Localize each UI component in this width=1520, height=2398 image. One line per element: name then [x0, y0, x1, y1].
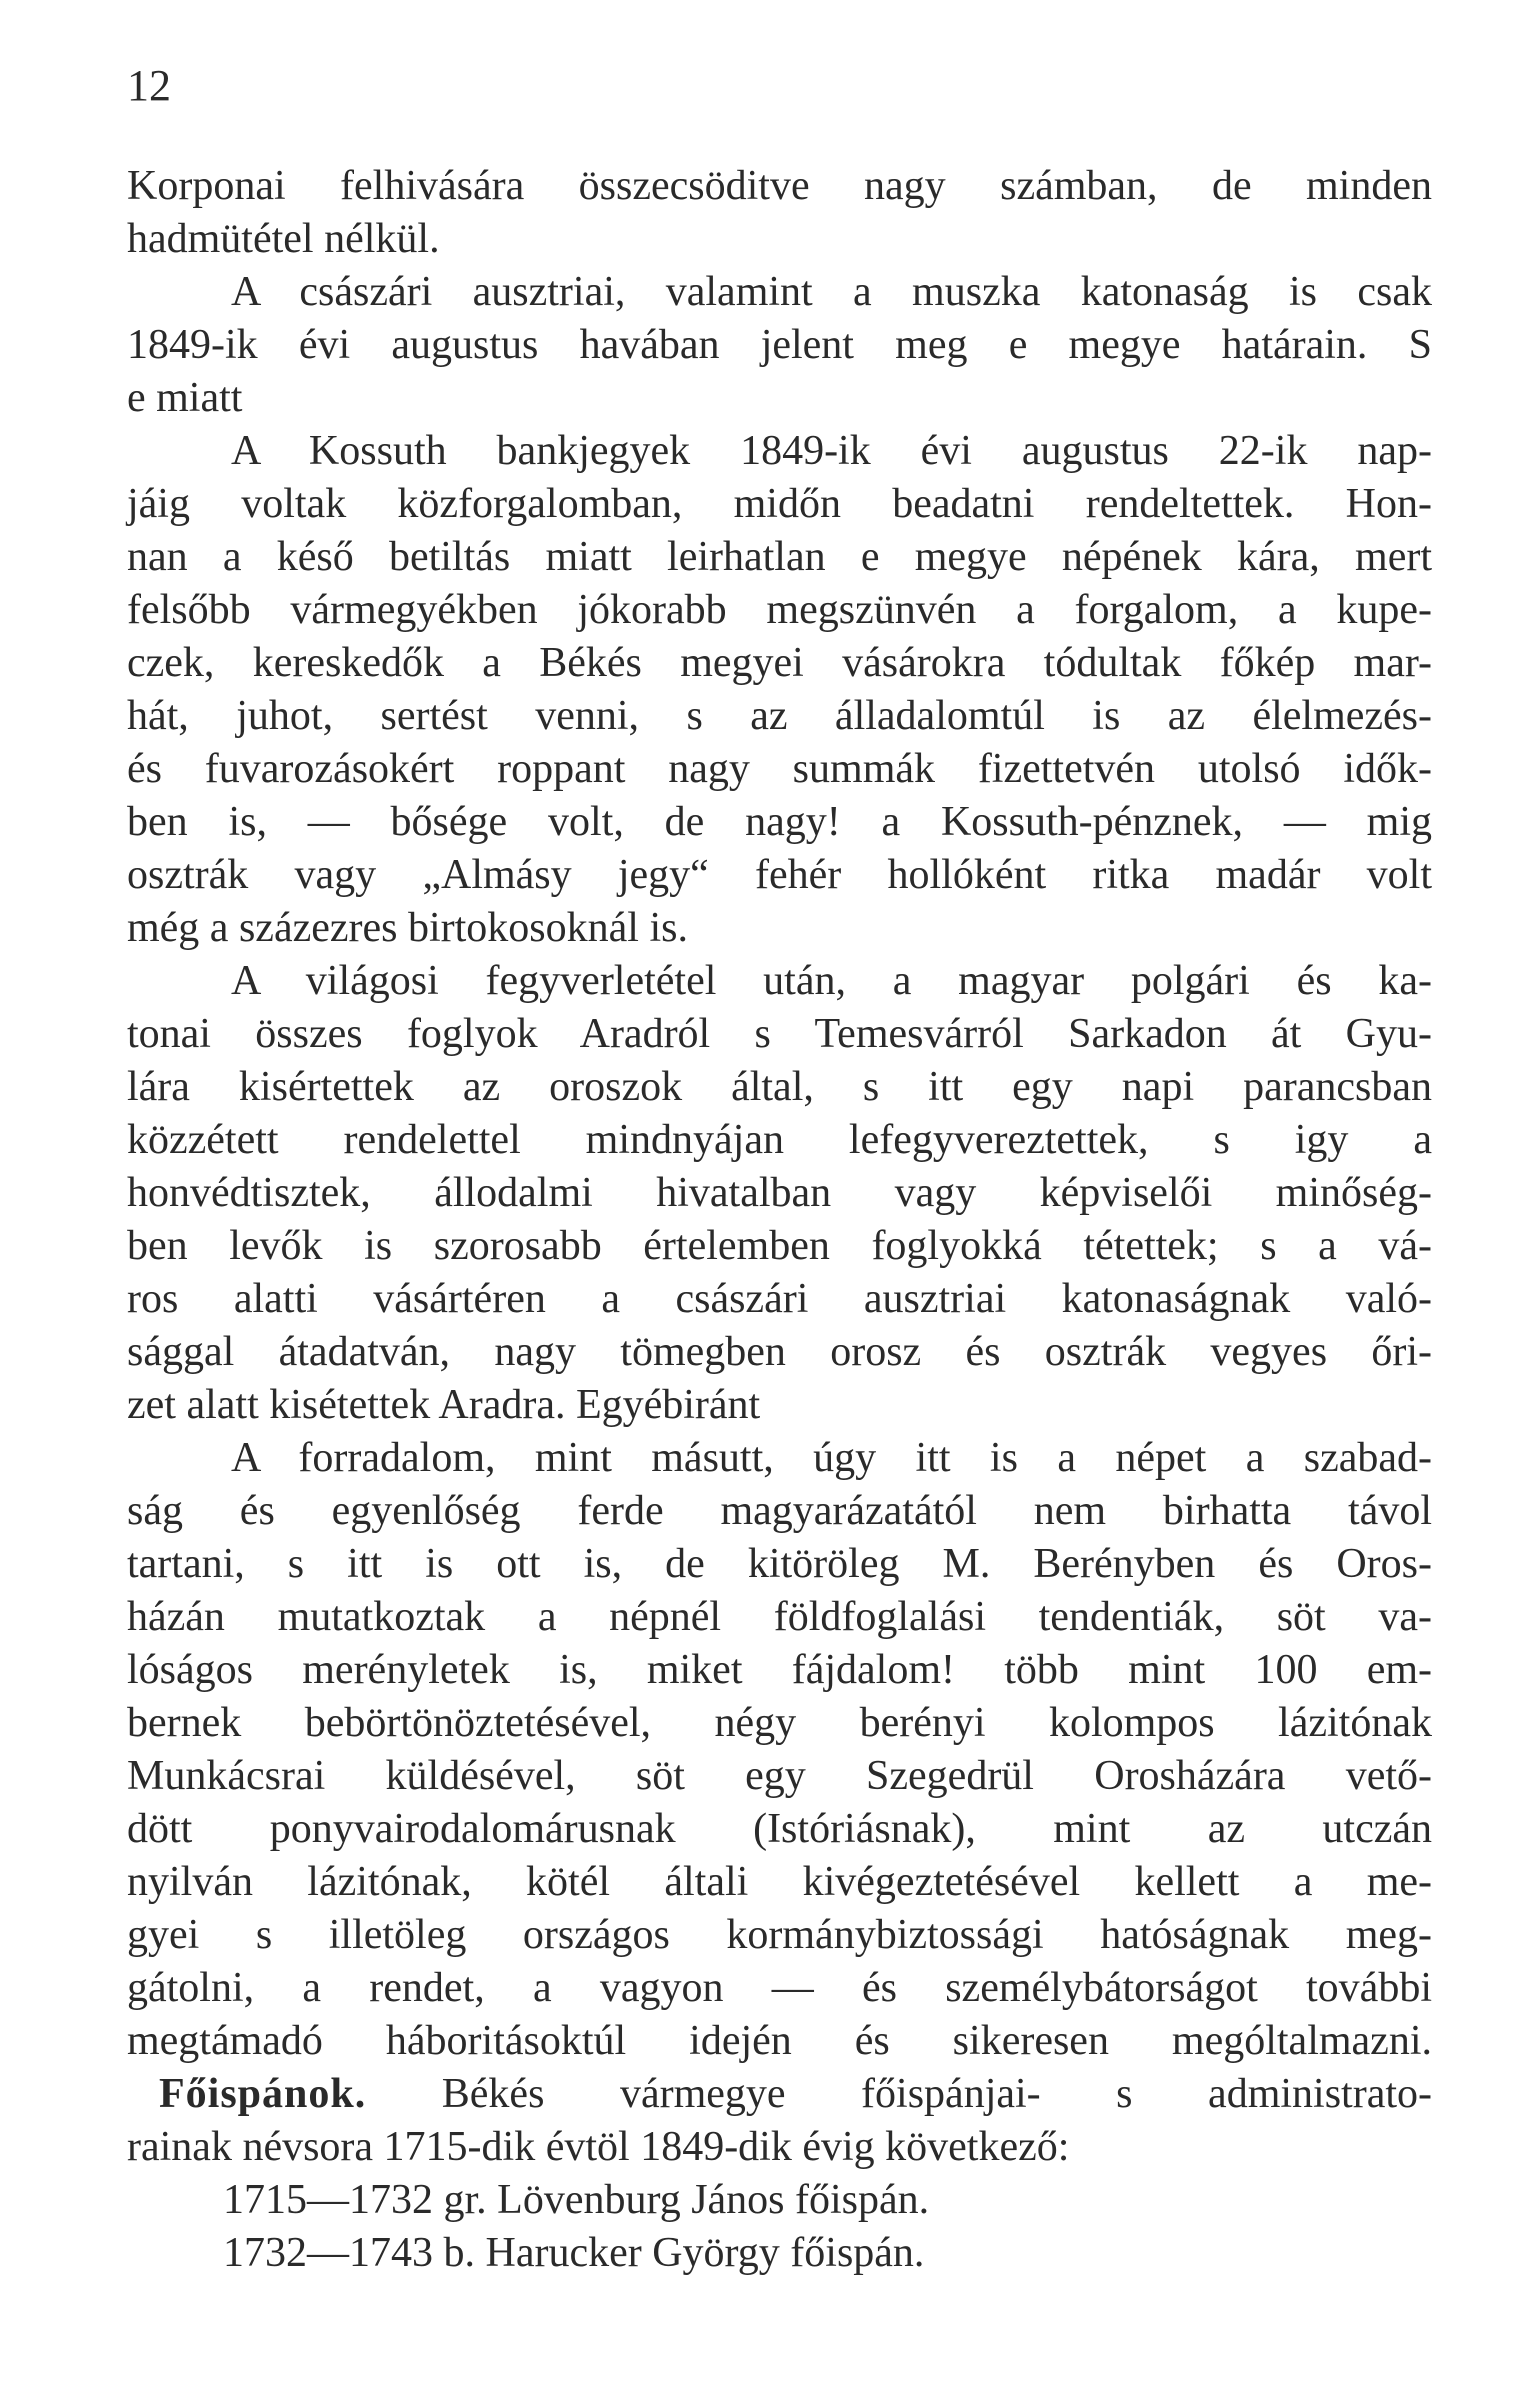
- text-line: házán mutatkoztak a népnél földfoglalási tendentiák, söt va-: [127, 1594, 1432, 1640]
- text-line: még a százezres birtokosoknál is.: [127, 905, 688, 951]
- text-line: tartani, s itt is ott is, de kitöröleg M. Berényben és Oros-: [127, 1541, 1432, 1587]
- text-line: és fuvarozásokért roppant nagy summák fizettetvén utolsó idők-: [127, 746, 1432, 792]
- list-item: 1715—1732 gr. Lövenburg János főispán.: [223, 2177, 930, 2223]
- text-line: zet alatt kisétettek Aradra. Egyébiránt: [127, 1382, 761, 1428]
- text-line: A Kossuth bankjegyek 1849-ik évi augustus 22-ik nap-: [231, 428, 1432, 474]
- text-line: dött ponyvairodalomárusnak (Istóriásnak), mint az utczán: [127, 1806, 1432, 1852]
- text-line: ben is, — bősége volt, de nagy! a Kossuth-pénznek, — mig: [127, 799, 1432, 845]
- text-line: rainak névsora 1715-dik évtöl 1849-dik évig következő:: [127, 2124, 1070, 2170]
- text-line: honvédtisztek, állodalmi hivatalban vagy képviselői minőség-: [127, 1170, 1432, 1216]
- text-line: hadmütétel nélkül.: [127, 216, 440, 262]
- section-heading-line: [127, 2068, 1432, 2121]
- text-line: ben levők is szorosabb értelemben foglyokká tétettek; s a vá-: [127, 1223, 1432, 1269]
- text-line: jáig voltak közforgalomban, midőn beadatni rendeltettek. Hon-: [127, 481, 1432, 527]
- text-line: osztrák vagy „Almásy jegy“ fehér hollóként ritka madár volt: [127, 852, 1432, 898]
- text-line: nyilván lázitónak, kötél általi kivégeztetésével kellett a me-: [127, 1859, 1432, 1905]
- text-line: ros alatti vásártéren a császári ausztriai katonaságnak való-: [127, 1276, 1432, 1322]
- text-line: e miatt: [127, 375, 243, 421]
- text-line: tonai összes foglyok Aradról s Temesvárról Sarkadon át Gyu-: [127, 1011, 1432, 1057]
- text-line: sággal átadatván, nagy tömegben orosz és osztrák vegyes őri-: [127, 1329, 1432, 1375]
- text-line: nan a késő betiltás miatt leirhatlan e megye népének kára, mert: [127, 534, 1432, 580]
- text-line: 1849-ik évi augustus havában jelent meg e megye határain. S: [127, 322, 1432, 368]
- text-line: A császári ausztriai, valamint a muszka katonaság is csak: [231, 269, 1432, 315]
- list-item: 1732—1743 b. Harucker György főispán.: [223, 2230, 925, 2276]
- text-line: felsőbb vármegyékben jókorabb megszünvén a forgalom, a kupe-: [127, 587, 1432, 633]
- text-line: lára kisértettek az oroszok által, s itt egy napi parancsban: [127, 1064, 1432, 1110]
- text-line: hát, juhot, sertést venni, s az álladalomtúl is az élelmezés-: [127, 693, 1432, 739]
- body-text: [127, 160, 1432, 2280]
- text-line: A forradalom, mint másutt, úgy itt is a népet a szabad-: [231, 1435, 1432, 1481]
- text-line: bernek bebörtönöztetésével, négy berényi kolompos lázitónak: [127, 1700, 1432, 1746]
- text-line: Korponai felhivására összecsöditve nagy számban, de minden: [127, 163, 1432, 209]
- text-line: lóságos merényletek is, miket fájdalom! több mint 100 em-: [127, 1647, 1432, 1693]
- text-line: Munkácsrai küldésével, söt egy Szegedrül Orosházára vető-: [127, 1753, 1432, 1799]
- text-line: közzétett rendelettel mindnyájan lefegyvereztettek, s igy a: [127, 1117, 1432, 1163]
- text-line: gyei s illetöleg országos kormánybiztossági hatóságnak meg-: [127, 1912, 1432, 1958]
- section-heading-text: Békés vármegye főispánjai- s administrato-: [366, 2071, 1432, 2117]
- text-line: A világosi fegyverletétel után, a magyar polgári és ka-: [231, 958, 1432, 1004]
- text-line: ság és egyenlőség ferde magyarázatától nem birhatta távol: [127, 1488, 1432, 1534]
- page-number: 12: [127, 61, 171, 110]
- section-heading: Főispánok.: [159, 2071, 367, 2117]
- text-line: gátolni, a rendet, a vagyon — és személybátorságot további: [127, 1965, 1432, 2011]
- text-line: megtámadó háboritásoktúl idején és sikeresen mególtalmazni.: [127, 2018, 1432, 2064]
- text-line: czek, kereskedők a Békés megyei vásárokra tódultak főkép mar-: [127, 640, 1432, 686]
